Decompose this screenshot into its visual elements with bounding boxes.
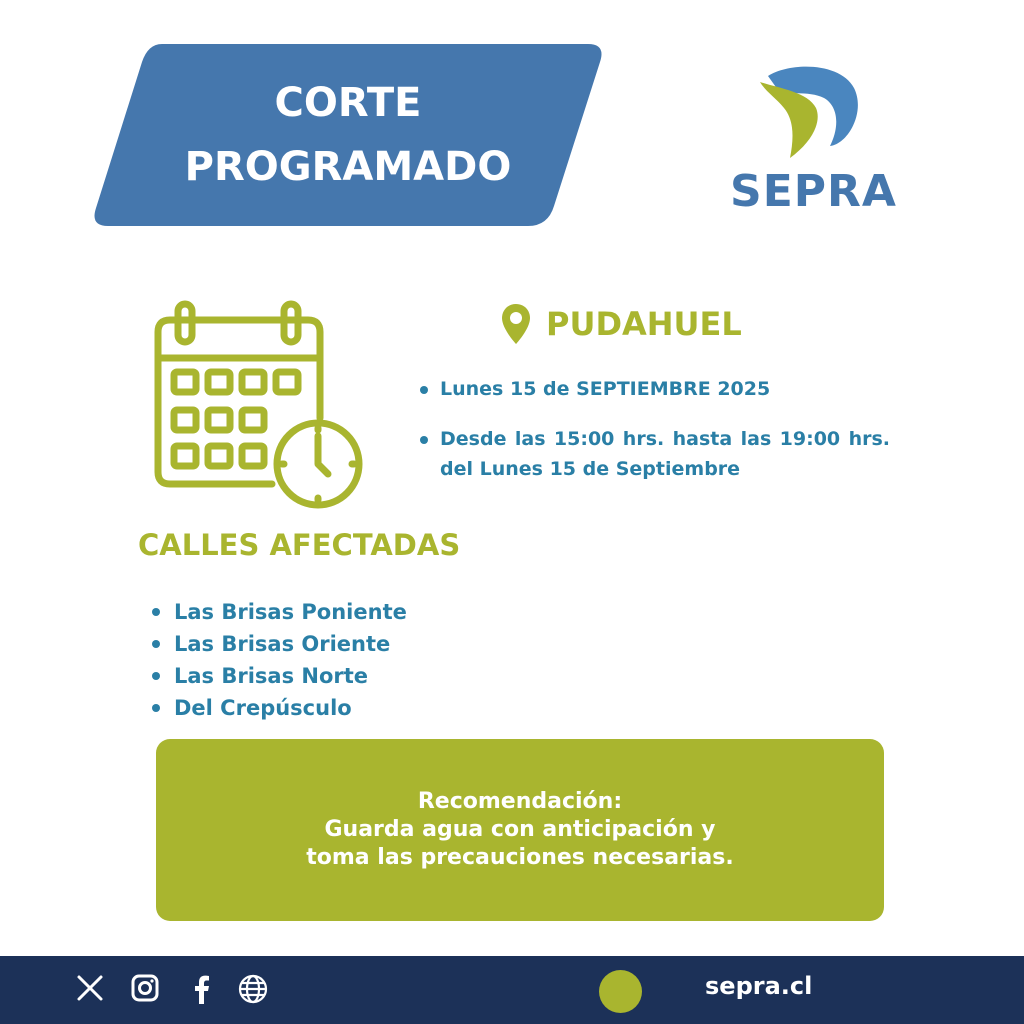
recommendation-line-3: toma las precauciones necesarias.: [306, 845, 734, 870]
x-icon[interactable]: [76, 974, 104, 1002]
footer: [0, 956, 1024, 1024]
schedule-item-time: Desde las 15:00 hrs. hasta las 19:00 hrs. del Lunes 15 de Septiembre: [418, 424, 890, 484]
location: [500, 300, 742, 348]
website-link[interactable]: sepra.cl: [705, 972, 813, 1000]
page-title: [92, 44, 604, 226]
title-line-1: CORTE: [274, 80, 422, 126]
schedule-item-date: Lunes 15 de SEPTIEMBRE 2025: [418, 374, 890, 404]
location-label: PUDAHUEL: [546, 305, 742, 343]
streets-list: [150, 596, 407, 724]
recommendation-box: [156, 739, 884, 921]
facebook-icon[interactable]: [188, 974, 216, 1004]
list-item: Las Brisas Norte: [150, 660, 407, 692]
schedule-list: [418, 374, 890, 504]
list-item: Las Brisas Poniente: [150, 596, 407, 628]
recommendation-text: [306, 788, 733, 872]
sepra-logo: [730, 62, 900, 222]
globe-icon[interactable]: [238, 974, 268, 1004]
logo-mark-icon: [750, 62, 874, 162]
recommendation-heading: Recomendación:: [417, 789, 623, 814]
footer-dot: [599, 970, 642, 1013]
map-pin-icon: [500, 302, 532, 346]
title-banner: [92, 44, 604, 226]
list-item: Las Brisas Oriente: [150, 628, 407, 660]
streets-title: CALLES AFECTADAS: [138, 528, 461, 562]
calendar-clock-icon: [150, 296, 364, 510]
title-line-2: PROGRAMADO: [184, 144, 512, 190]
list-item: Del Crepúsculo: [150, 692, 407, 724]
instagram-icon[interactable]: [131, 974, 159, 1002]
logo-text: SEPRA: [730, 166, 897, 217]
recommendation-line-2: Guarda agua con anticipación y: [324, 817, 716, 842]
